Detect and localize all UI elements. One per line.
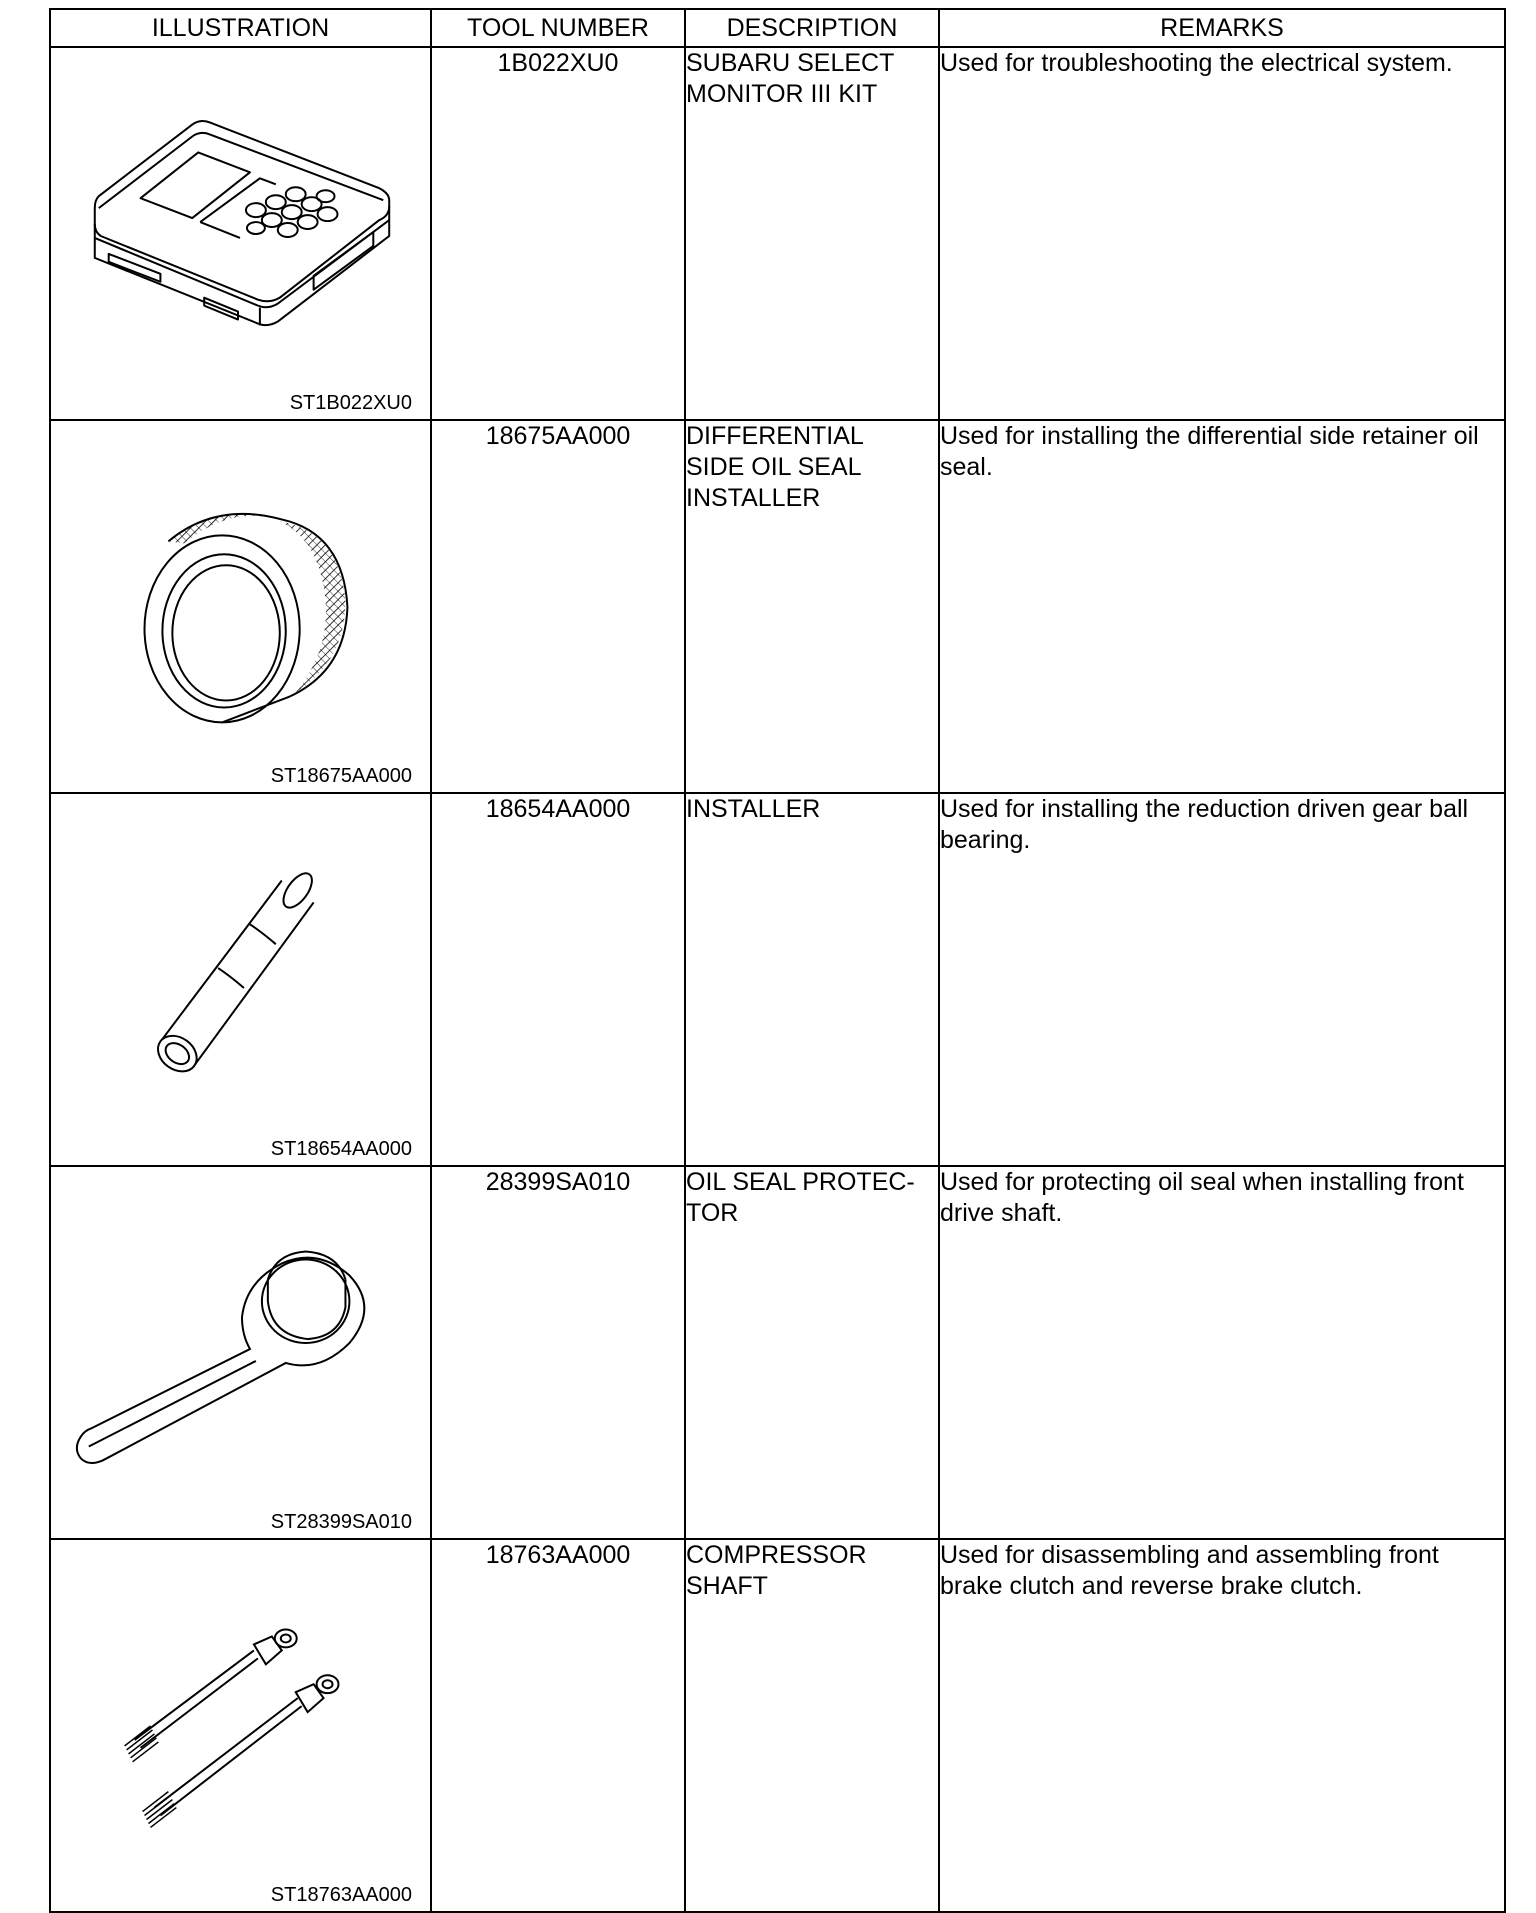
illustration-caption: ST18763AA000 — [270, 1884, 412, 1906]
description-line: OIL SEAL PROTEC- — [686, 1168, 915, 1196]
remarks-line: Used for disassembling and assembling front — [940, 1541, 1439, 1569]
illustration-caption: ST18675AA000 — [270, 765, 412, 787]
remarks-line: seal. — [940, 453, 993, 481]
header-remarks: REMARKS — [939, 9, 1505, 47]
description-cell — [685, 420, 939, 793]
header-description: DESCRIPTION — [685, 9, 939, 47]
description-line: COMPRESSOR — [686, 1541, 867, 1569]
oil-seal-protector-icon — [51, 1167, 430, 1538]
table-row — [50, 793, 1505, 1166]
description-line: INSTALLER — [686, 484, 821, 512]
description-line: DIFFERENTIAL — [686, 422, 864, 450]
remarks-line: Used for installing the differential side retainer oil — [940, 422, 1479, 450]
illustration-caption: ST1B022XU0 — [289, 392, 412, 414]
description-line: SHAFT — [686, 1572, 768, 1600]
shaft-upper — [125, 1630, 297, 1762]
illustration-cell — [50, 793, 431, 1166]
oil-seal-installer-icon — [51, 421, 430, 792]
tool-number-cell: 18654AA000 — [431, 793, 685, 1166]
remarks-cell — [939, 420, 1505, 793]
remarks-line: Used for installing the reduction driven gear ball — [940, 795, 1469, 823]
description-line: TOR — [686, 1199, 739, 1227]
tool-number-cell: 18763AA000 — [431, 1539, 685, 1912]
description-line: SIDE OIL SEAL — [686, 453, 862, 481]
illustration-caption: ST28399SA010 — [270, 1511, 412, 1533]
installer-tube-icon — [51, 794, 430, 1165]
header-illustration: ILLUSTRATION — [50, 9, 431, 47]
description-line: MONITOR III KIT — [686, 80, 878, 108]
remarks-cell — [939, 47, 1505, 420]
description-line: SUBARU SELECT — [686, 49, 895, 77]
table-row — [50, 420, 1505, 793]
special-tools-table — [49, 8, 1506, 1913]
description-cell — [685, 1166, 939, 1539]
compressor-shaft-icon — [51, 1540, 430, 1911]
remarks-line: Used for protecting oil seal when installing front — [940, 1168, 1464, 1196]
select-monitor-device-icon — [51, 48, 430, 419]
header-row — [50, 9, 1505, 47]
illustration-cell — [50, 1539, 431, 1912]
illustration-cell — [50, 1166, 431, 1539]
remarks-cell — [939, 1539, 1505, 1912]
illustration-caption: ST18654AA000 — [270, 1138, 412, 1160]
description-line: INSTALLER — [686, 795, 821, 823]
description-cell — [685, 793, 939, 1166]
remarks-line: brake clutch and reverse brake clutch. — [940, 1572, 1363, 1600]
header-tool-number: TOOL NUMBER — [431, 9, 685, 47]
table-row — [50, 1166, 1505, 1539]
remarks-cell — [939, 1166, 1505, 1539]
remarks-line: drive shaft. — [940, 1199, 1063, 1227]
illustration-cell — [50, 420, 431, 793]
illustration-cell — [50, 47, 431, 420]
remarks-line: Used for troubleshooting the electrical system. — [940, 49, 1453, 77]
remarks-cell — [939, 793, 1505, 1166]
table-row — [50, 1539, 1505, 1912]
shaft-lower — [143, 1675, 339, 1827]
remarks-line: bearing. — [940, 826, 1031, 854]
tool-number-cell: 28399SA010 — [431, 1166, 685, 1539]
tool-number-cell: 1B022XU0 — [431, 47, 685, 420]
description-cell — [685, 47, 939, 420]
tool-number-cell: 18675AA000 — [431, 420, 685, 793]
table-row — [50, 47, 1505, 420]
description-cell — [685, 1539, 939, 1912]
